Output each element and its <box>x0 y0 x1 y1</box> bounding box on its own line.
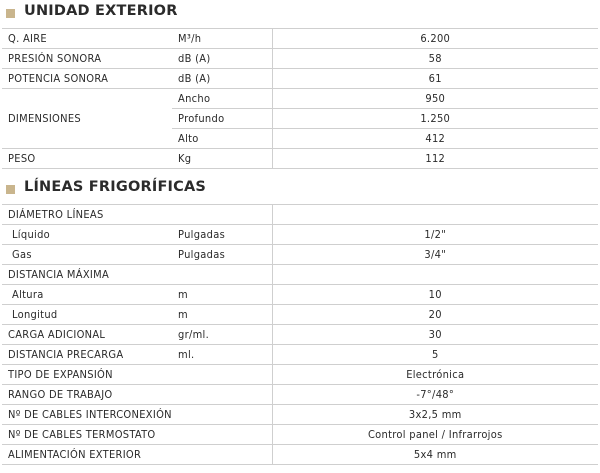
row-value: Electrónica <box>272 365 598 385</box>
row-value: 3/4" <box>272 245 598 265</box>
row-label: Nº DE CABLES INTERCONEXIÓN <box>2 405 272 425</box>
table-row <box>2 345 598 365</box>
row-unit: dB (A) <box>172 69 272 89</box>
row-unit: m <box>172 285 272 305</box>
row-value: 1/2" <box>272 225 598 245</box>
lineas-frigorificas-table <box>2 204 598 465</box>
row-value: 112 <box>272 149 598 169</box>
row-value: 58 <box>272 49 598 69</box>
row-value: 20 <box>272 305 598 325</box>
row-unit: Profundo <box>172 109 272 129</box>
row-unit: Ancho <box>172 89 272 109</box>
row-label: Gas <box>2 245 172 265</box>
unidad-exterior-table <box>2 28 598 169</box>
row-value <box>272 265 598 285</box>
row-value <box>272 205 598 225</box>
row-label: DIÁMETRO LÍNEAS <box>2 205 172 225</box>
row-value: 6.200 <box>272 29 598 49</box>
row-value: 5x4 mm <box>272 445 598 465</box>
table-row <box>2 385 598 405</box>
row-unit: Kg <box>172 149 272 169</box>
table-row <box>2 285 598 305</box>
row-label: DIMENSIONES <box>2 89 172 149</box>
row-unit: ml. <box>172 345 272 365</box>
row-label: POTENCIA SONORA <box>2 69 172 89</box>
row-label: TIPO DE EXPANSIÓN <box>2 365 272 385</box>
row-label: Altura <box>2 285 172 305</box>
table-row <box>2 325 598 345</box>
row-unit: M³/h <box>172 29 272 49</box>
row-value: Control panel / Infrarrojos <box>272 425 598 445</box>
row-label: CARGA ADICIONAL <box>2 325 172 345</box>
row-label: PESO <box>2 149 172 169</box>
table-row <box>2 365 598 385</box>
row-unit: Pulgadas <box>172 225 272 245</box>
table-row <box>2 205 598 225</box>
row-unit: dB (A) <box>172 49 272 69</box>
table-row <box>2 305 598 325</box>
row-label: DISTANCIA MÁXIMA <box>2 265 172 285</box>
row-value: 10 <box>272 285 598 305</box>
row-unit: Alto <box>172 129 272 149</box>
section-title: LÍNEAS FRIGORÍFICAS <box>24 179 207 195</box>
table-row <box>2 265 598 285</box>
row-value: 1.250 <box>272 109 598 129</box>
row-value: -7°/48° <box>272 385 598 405</box>
row-value: 5 <box>272 345 598 365</box>
row-label: RANGO DE TRABAJO <box>2 385 272 405</box>
row-value: 61 <box>272 69 598 89</box>
table-row <box>2 405 598 425</box>
row-unit: gr/ml. <box>172 325 272 345</box>
table-row <box>2 225 598 245</box>
unidad-exterior-section <box>0 2 600 169</box>
row-unit <box>172 265 272 285</box>
row-label: ALIMENTACIÓN EXTERIOR <box>2 445 272 465</box>
table-row <box>2 69 598 89</box>
row-label: PRESIÓN SONORA <box>2 49 172 69</box>
row-label: Q. AIRE <box>2 29 172 49</box>
row-unit: Pulgadas <box>172 245 272 265</box>
row-label: Líquido <box>2 225 172 245</box>
section-bullet-icon <box>6 185 15 194</box>
row-value: 30 <box>272 325 598 345</box>
row-unit: m <box>172 305 272 325</box>
table-row <box>2 49 598 69</box>
row-unit <box>172 205 272 225</box>
table-row <box>2 425 598 445</box>
row-value: 950 <box>272 89 598 109</box>
row-value: 412 <box>272 129 598 149</box>
section-title: UNIDAD EXTERIOR <box>24 3 178 19</box>
table-row <box>2 89 598 109</box>
table-row <box>2 445 598 465</box>
row-label: Longitud <box>2 305 172 325</box>
row-value: 3x2,5 mm <box>272 405 598 425</box>
section-bullet-icon <box>6 9 15 18</box>
row-label: Nº DE CABLES TERMOSTATO <box>2 425 272 445</box>
table-row <box>2 29 598 49</box>
table-row <box>2 245 598 265</box>
table-row <box>2 149 598 169</box>
row-label: DISTANCIA PRECARGA <box>2 345 172 365</box>
lineas-frigorificas-section <box>0 178 600 465</box>
